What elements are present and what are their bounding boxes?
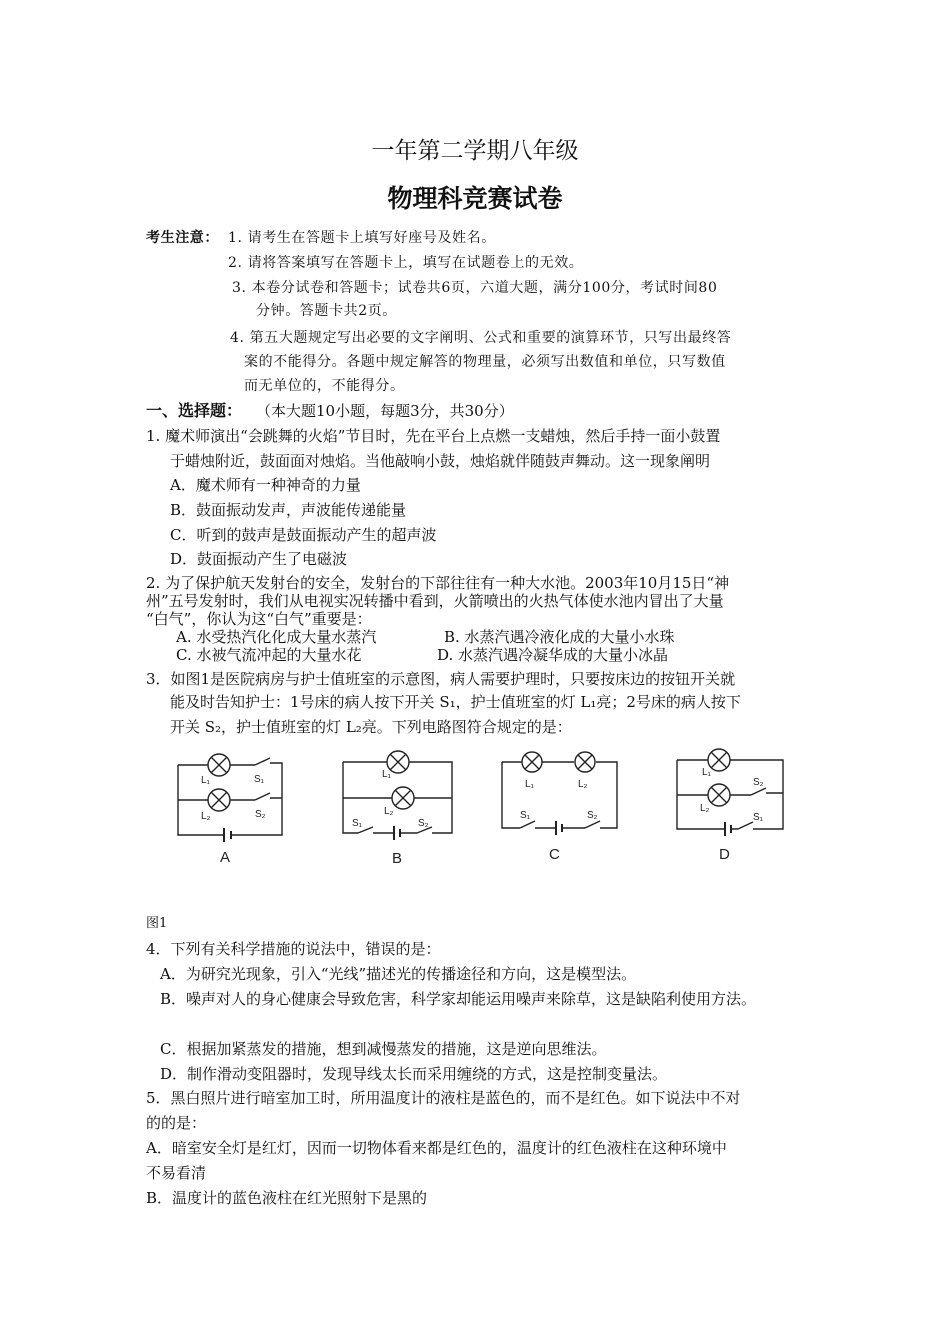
q5-stem-line1: 5．黑白照片进行暗室加工时，所用温度计的液柱是蓝色的，而不是红色。如下说法中不对 [146,1089,741,1107]
svg-text:S₁: S₁ [352,818,363,829]
notice-item-1: 1. 请考生在答题卡上填写好座号及姓名。 [228,230,496,246]
circuit-diagrams [0,745,950,875]
q1-option-a: A．魔术师有一种神奇的力量 [170,476,361,494]
circuit-b [343,751,452,867]
q1-option-c: C．听到的鼓声是鼓面振动产生的超声波 [170,526,437,544]
notice-label: 考生注意： [146,230,219,246]
q2-stem-line3: “白气”，你认为这“白气”重要是： [146,610,372,628]
exam-title-line1: 一年第二学期八年级 [371,138,579,164]
notice-item-4-line1: 4. 第五大题规定写出必要的文字阐明、公式和重要的演算环节，只写出最终答 [230,330,732,346]
svg-text:L₁: L₁ [702,767,711,778]
svg-text:S₁: S₁ [520,810,531,821]
svg-text:C: C [549,846,560,863]
q1-option-d: D．鼓面振动产生了电磁波 [170,550,348,568]
circuit-d [677,749,783,863]
svg-text:S₂: S₂ [753,777,764,788]
q2-option-c: C. 水被气流冲起的大量水花 [176,646,362,664]
svg-text:L₂: L₂ [578,779,588,790]
q3-stem-line2: 能及时告知护士：1号床的病人按下开关 S₁，护士值班室的灯 L₁亮；2号床的病人按下 [170,693,741,711]
q5-stem-line2: 的的是： [146,1114,207,1132]
q3-stem-line3: 开关 S₂，护士值班室的灯 L₂亮。下列电路图符合规定的是： [170,718,572,736]
svg-text:S₂: S₂ [418,818,429,829]
svg-text:D: D [719,846,730,863]
q4-stem: 4．下列有关科学措施的说法中，错误的是： [146,940,441,958]
svg-text:L₁: L₁ [525,779,534,790]
svg-text:L₁: L₁ [382,769,391,780]
svg-text:S₁: S₁ [753,812,764,823]
figure-caption: 图1 [146,916,168,931]
q4-option-c: C．根据加紧蒸发的措施，想到减慢蒸发的措施，这是逆向思维法。 [160,1040,607,1058]
q5-option-a-line2: 不易看清 [146,1164,207,1182]
notice-item-2: 2. 请将答案填写在答题卡上，填写在试题卷上的无效。 [228,255,584,271]
svg-text:S₁: S₁ [254,774,265,785]
q3-stem-line1: 3．如图1是医院病房与护士值班室的示意图，病人需要护理时，只要按床边的按钮开关就 [146,670,736,688]
notice-item-4-line3: 而无单位的，不能得分。 [244,378,405,394]
svg-text:S₂: S₂ [587,810,598,821]
q5-option-b: B．温度计的蓝色液柱在红光照射下是黑的 [146,1189,428,1207]
q4-option-a: A．为研究光现象，引入“光线”描述光的传播途径和方向，这是模型法。 [160,965,637,983]
svg-text:A: A [220,849,231,866]
notice-item-3-line2: 分钟。答题卡共2页。 [256,303,397,319]
svg-text:L₂: L₂ [201,811,211,822]
q1-stem-line1: 1. 魔术师演出“会跳舞的火焰”节目时，先在平台上点燃一支蜡烛，然后手持一面小鼓置 [146,427,721,445]
svg-text:B: B [392,850,403,867]
q2-option-b: B. 水蒸汽遇冷液化成的大量小水珠 [444,628,675,646]
q2-stem-line2: 州”五号发射时，我们从电视实况转播中看到，火箭喷出的火热气体使水池内冒出了大量 [146,592,724,610]
circuit-a [178,754,282,866]
section-info: （本大题10小题，每题3分，共30分） [256,402,514,420]
q5-option-a-line1: A．暗室安全灯是红灯，因而一切物体看来都是红色的，温度计的红色液柱在这种环境中 [146,1139,727,1157]
svg-text:L₁: L₁ [201,775,210,786]
svg-text:L₂: L₂ [384,806,394,817]
q4-option-b: B．噪声对人的身心健康会导致危害，科学家却能运用噪声来除草，这是缺陷利使用方法。 [160,990,757,1008]
circuit-c [502,752,617,863]
svg-text:L₂: L₂ [700,803,710,814]
q1-stem-line2: 于蜡烛附近，鼓面面对烛焰。当他敲响小鼓，烛焰就伴随鼓声舞动。这一现象阐明 [170,452,711,470]
svg-text:S₂: S₂ [255,809,266,820]
section-heading: 一、选择题： [146,401,243,420]
exam-title-line2: 物理科竞赛试卷 [387,184,563,213]
q1-option-b: B．鼓面振动发声，声波能传递能量 [170,501,407,519]
q4-option-d: D．制作滑动变阻器时，发现导线太长而采用缠绕的方式，这是控制变量法。 [160,1065,668,1083]
notice-item-4-line2: 案的不能得分。各题中规定解答的物理量，必须写出数值和单位，只写数值 [244,354,726,370]
notice-item-3-line1: 3. 本卷分试卷和答题卡；试卷共6页，六道大题，满分100分，考试时间80 [232,280,718,296]
q2-option-d: D. 水蒸汽遇冷凝华成的大量小冰晶 [437,646,669,664]
q2-stem-line1: 2. 为了保护航天发射台的安全，发射台的下部往往有一种大水池。2003年10月15日“神 [146,574,730,592]
q2-option-a: A. 水受热汽化化成大量水蒸汽 [176,628,377,646]
